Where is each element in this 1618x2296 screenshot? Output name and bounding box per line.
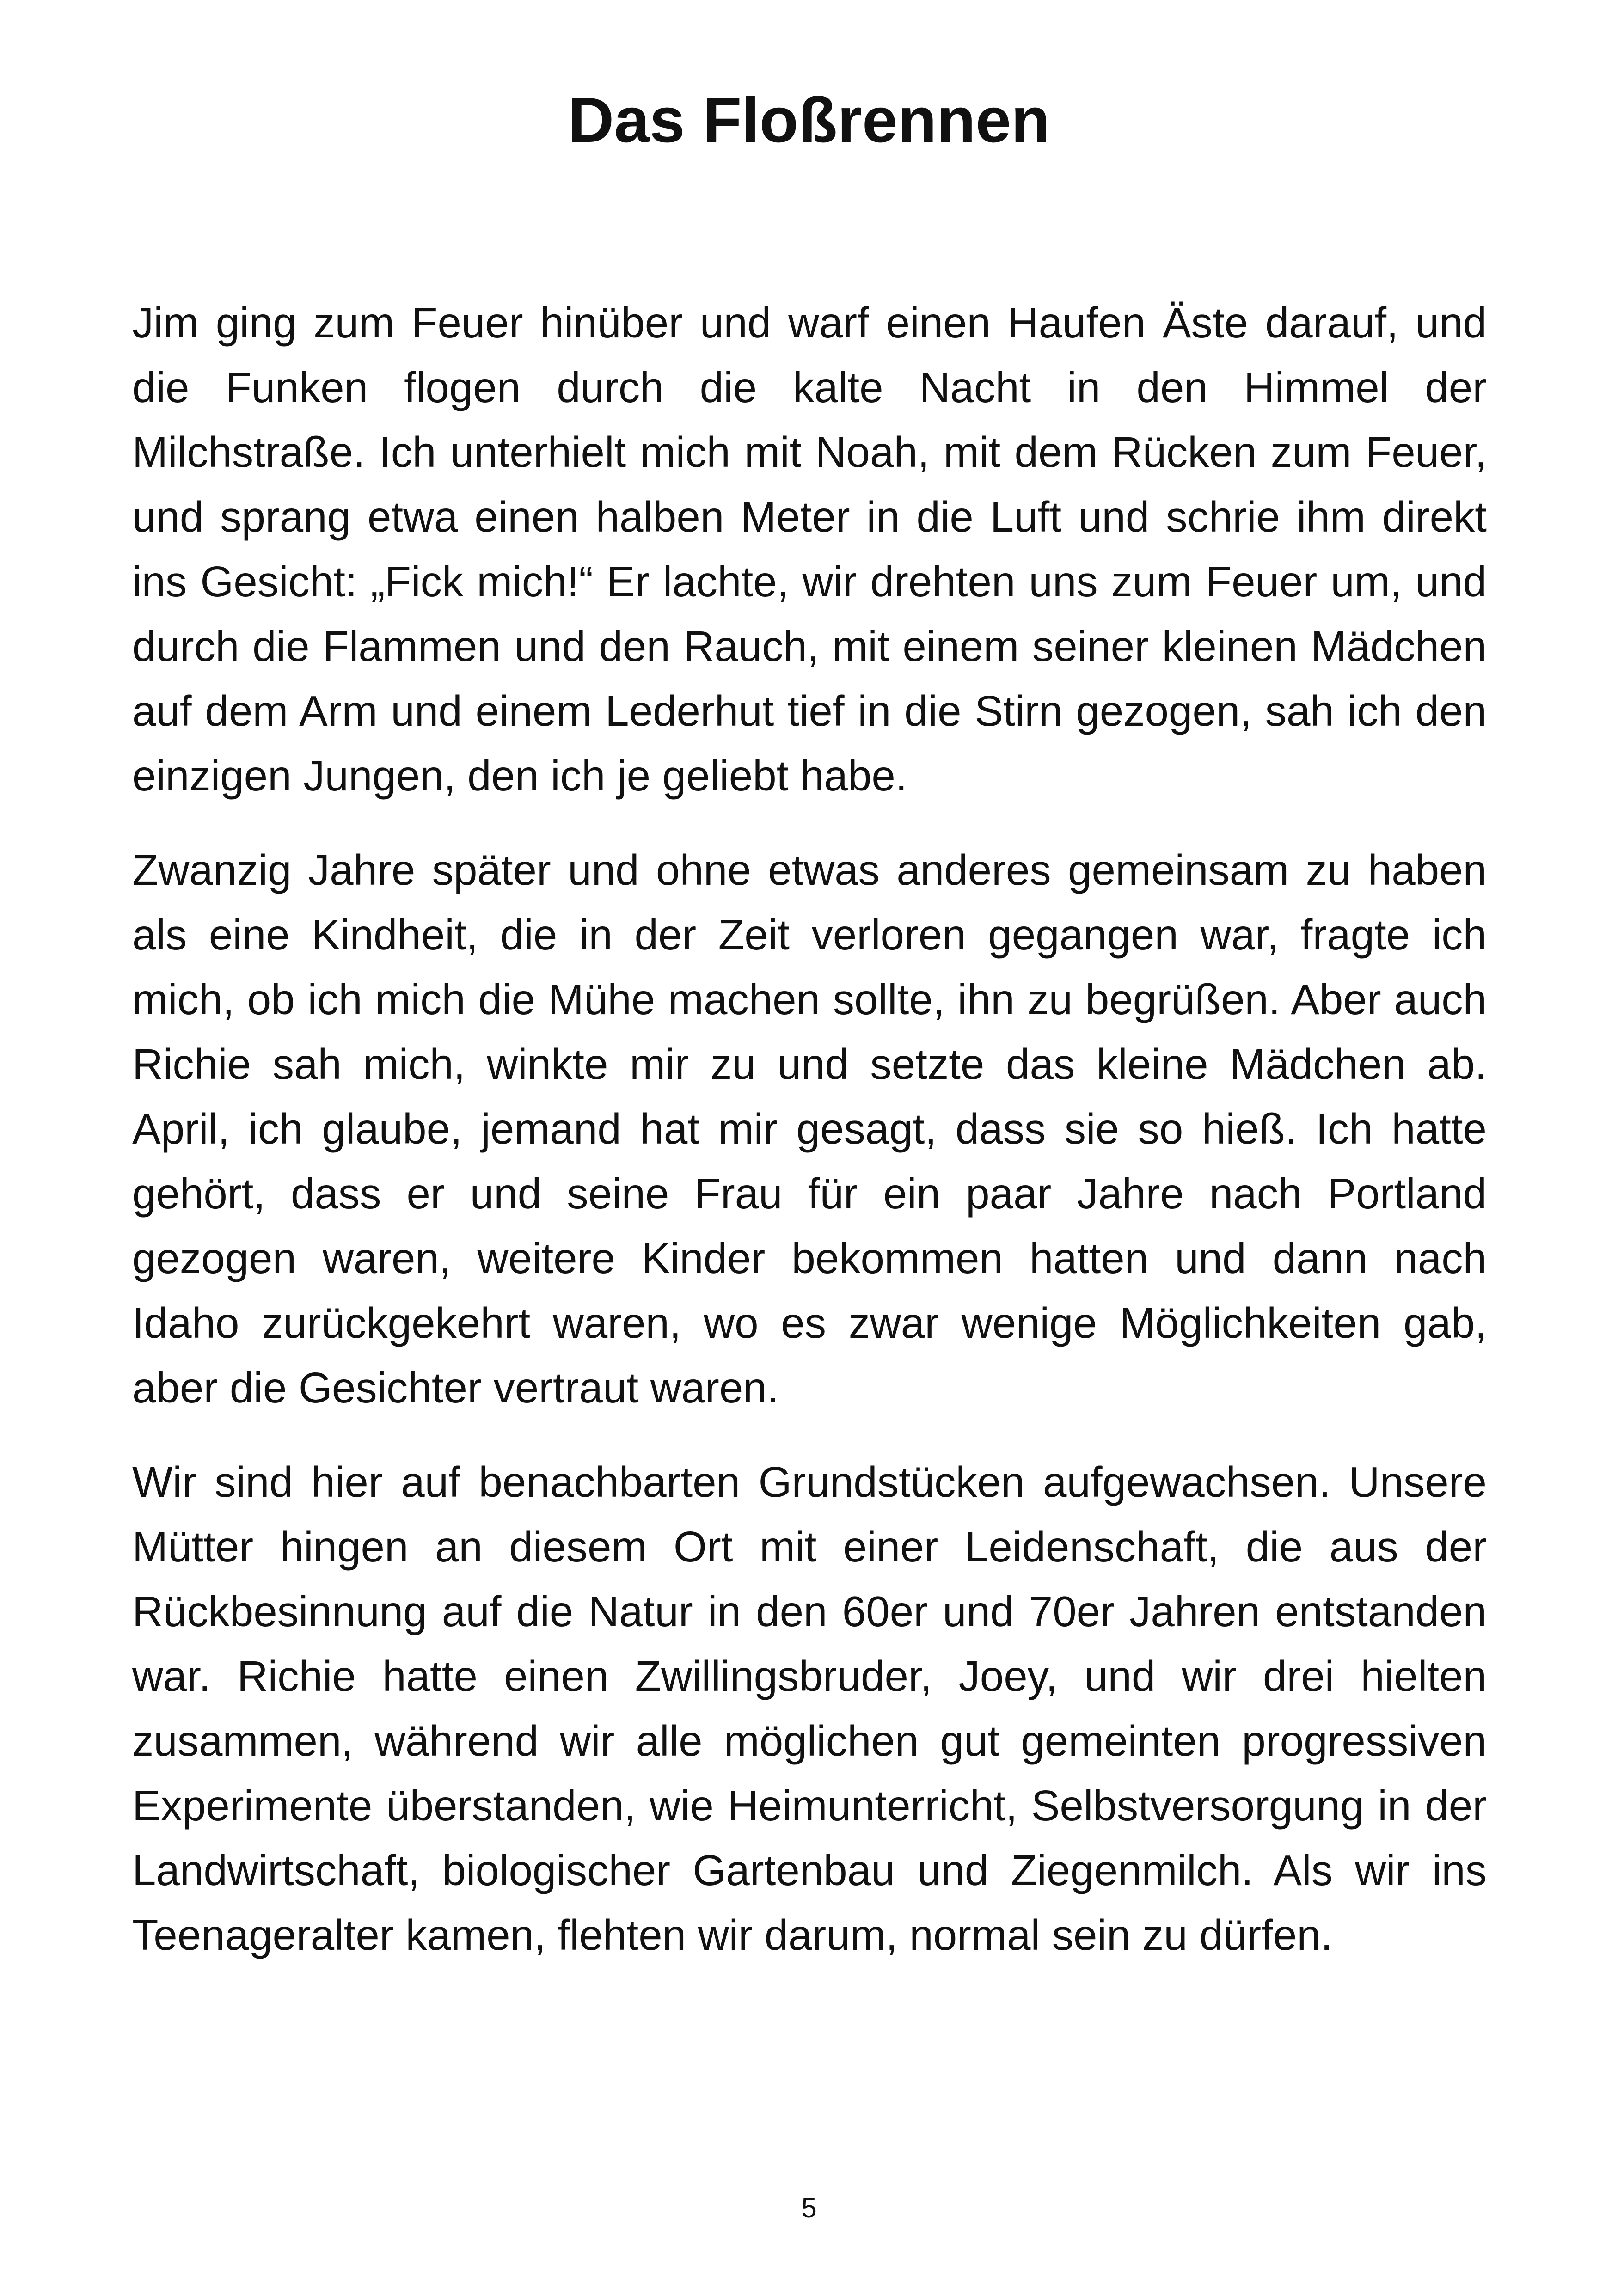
body-text (132, 290, 1487, 1997)
page-number: 5 (801, 2192, 817, 2223)
paragraph-1: Jim ging zum Feuer hinüber und warf einen Haufen Äste darauf, und die Funken flogen durch die kalte Nacht in den Himmel der Milchstraße. Ich unterhielt mich mit Noah, mit dem Rücken zum Feuer, und sprang etwa einen halben Meter in die Luft und schrie ihm direkt ins Gesicht: „Fick mich!“ Er lachte, wir drehten uns zum Feuer um, und durch die Flammen und den Rauch, mit einem seiner kleinen Mädchen auf dem Arm und einem Lederhut tief in die Stirn gezogen, sah ich den einzigen Jungen, den ich je geliebt habe. (132, 299, 1487, 800)
page-title: Das Floßrennen (568, 85, 1050, 156)
paragraph-2: Zwanzig Jahre später und ohne etwas anderes gemeinsam zu haben als eine Kindheit, die in der Zeit verloren gegangen war, fragte ich mich, ob ich mich die Mühe machen sollte, ihn zu begrüßen. Aber auch Richie sah mich, winkte mir zu und setzte das kleine Mädchen ab. April, ich glaube, jemand hat mir gesagt, dass sie so hieß. Ich hatte gehört, dass er und seine Frau für ein paar Jahre nach Portland gezogen waren, weitere Kinder bekommen hatten und dann nach Idaho zurückgekehrt waren, wo es zwar wenige Möglichkeiten gab, aber die Gesichter vertraut waren. (132, 846, 1487, 1412)
paragraph-3: Wir sind hier auf benachbarten Grundstücken aufgewachsen. Unsere Mütter hingen an diesem Ort mit einer Leidenschaft, die aus der Rückbesinnung auf die Natur in den 60er und 70er Jahren entstanden war. Richie hatte einen Zwillingsbruder, Joey, und wir drei hielten zusammen, während wir alle möglichen gut gemeinten progressiven Experimente überstanden, wie Heimunterricht, Selbstversorgung in der Landwirtschaft, biologischer Gartenbau und Ziegenmilch. Als wir ins Teenageralter kamen, flehten wir darum, normal sein zu dürfen. (132, 1458, 1487, 1959)
